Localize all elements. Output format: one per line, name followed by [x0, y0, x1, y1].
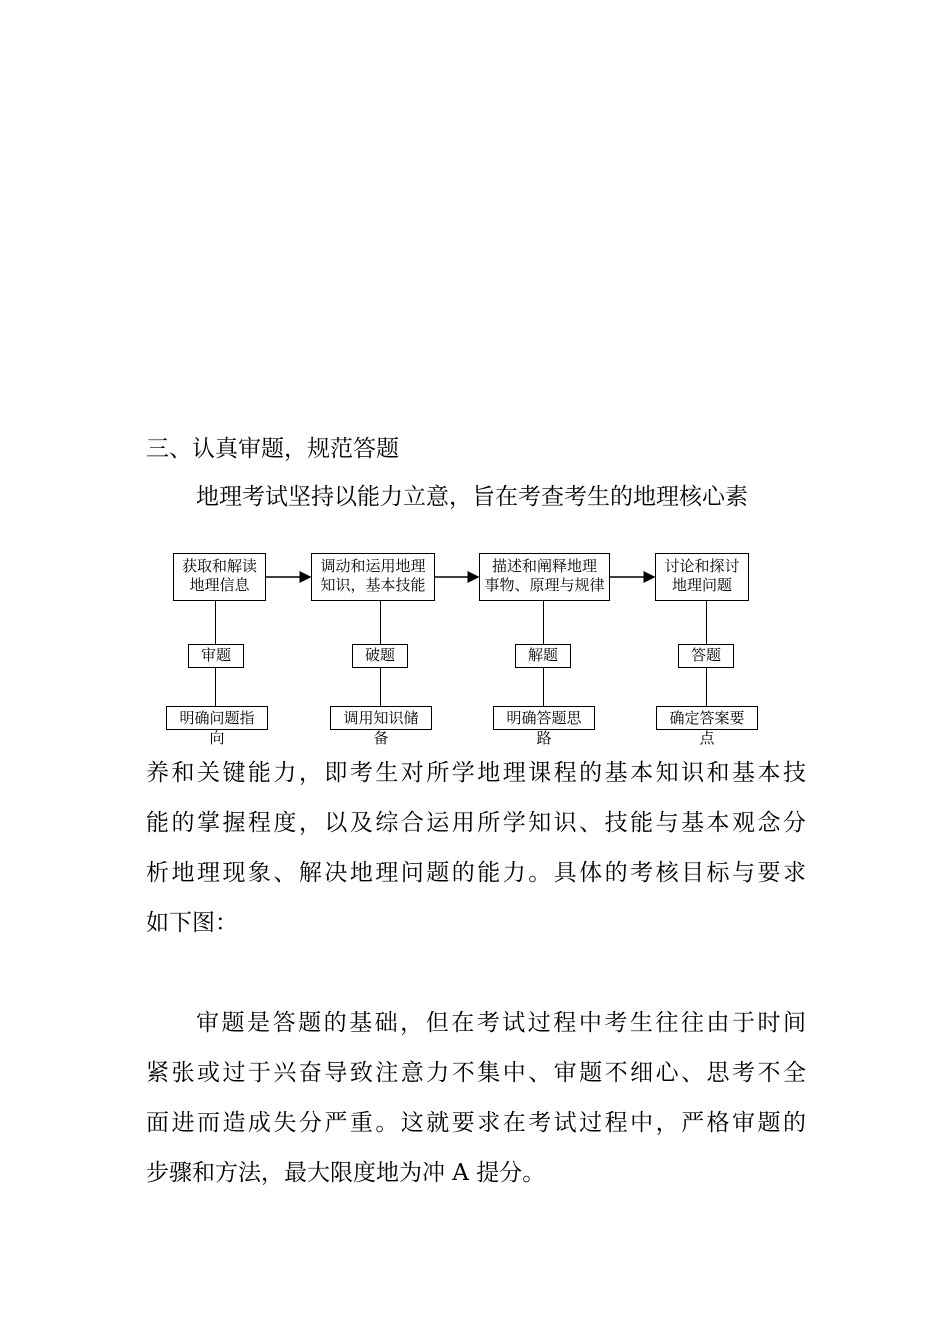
outcome-2-line-1: 调用知识储 [343, 709, 419, 727]
paragraph-1-continued [146, 748, 806, 948]
paragraph-2-line-1: 审题是答题的基础，但在考试过程中考生往往由于时间 [196, 1010, 806, 1036]
step-box-3 [479, 553, 610, 601]
outcome-box-3 [493, 706, 595, 747]
step-2-line-1: 调动和运用地理 [320, 557, 426, 575]
outcome-4-line-2: 点 [699, 729, 715, 747]
step-3-line-2: 事物、原理与规律 [484, 576, 605, 594]
connector [543, 600, 544, 645]
connector [215, 600, 216, 645]
paragraph-2-line-4: 步骤和方法，最大限度地为冲 A 提分。 [146, 1160, 546, 1186]
outcome-box-2 [330, 706, 432, 747]
step-2-line-2: 知识，基本技能 [320, 576, 426, 594]
phase-box-2: 破题 [352, 644, 408, 668]
phase-box-3: 解题 [515, 644, 571, 668]
paragraph-1-line-3: 能的掌握程度，以及综合运用所学知识、技能与基本观念分 [146, 810, 806, 836]
phase-box-1: 审题 [188, 644, 244, 668]
step-box-1 [173, 553, 266, 601]
section-heading: 三、认真审题，规范答题 [146, 436, 399, 462]
connector [706, 600, 707, 645]
outcome-3-line-2: 路 [536, 729, 552, 747]
connector [215, 668, 216, 706]
paragraph-1-line-4: 析地理现象、解决地理问题的能力。具体的考核目标与要求 [146, 860, 806, 886]
step-1-line-1: 获取和解读 [181, 557, 257, 575]
outcome-4-line-1: 确定答案要 [669, 709, 745, 727]
step-3-line-1: 描述和阐释地理 [491, 557, 597, 575]
step-4-line-2: 地理问题 [671, 576, 732, 594]
connector [380, 600, 381, 645]
paragraph-1-line-1: 地理考试坚持以能力立意，旨在考查考生的地理核心素 [196, 484, 748, 510]
outcome-box-4 [656, 706, 758, 747]
paragraph-1-line-5: 如下图： [146, 910, 238, 936]
connector [543, 668, 544, 706]
connector [380, 668, 381, 706]
step-box-2 [311, 553, 435, 601]
outcome-3-line-1: 明确答题思 [506, 709, 582, 727]
connector [706, 668, 707, 706]
paragraph-2 [146, 998, 806, 1198]
paragraph-2-line-2: 紧张或过于兴奋导致注意力不集中、审题不细心、思考不全 [146, 1060, 806, 1086]
outcome-1-line-2: 向 [209, 729, 225, 747]
paragraph-2-line-3: 面进而造成失分严重。这就要求在考试过程中，严格审题的 [146, 1110, 806, 1136]
outcome-box-1 [166, 706, 268, 747]
step-1-line-2: 地理信息 [189, 576, 250, 594]
step-4-line-1: 讨论和探讨 [664, 557, 740, 575]
phase-box-4: 答题 [678, 644, 734, 668]
outcome-2-line-2: 备 [373, 729, 389, 747]
paragraph-1-line-2: 养和关键能力，即考生对所学地理课程的基本知识和基本技 [146, 760, 806, 786]
step-box-4 [655, 553, 749, 601]
outcome-1-line-1: 明确问题指 [179, 709, 255, 727]
